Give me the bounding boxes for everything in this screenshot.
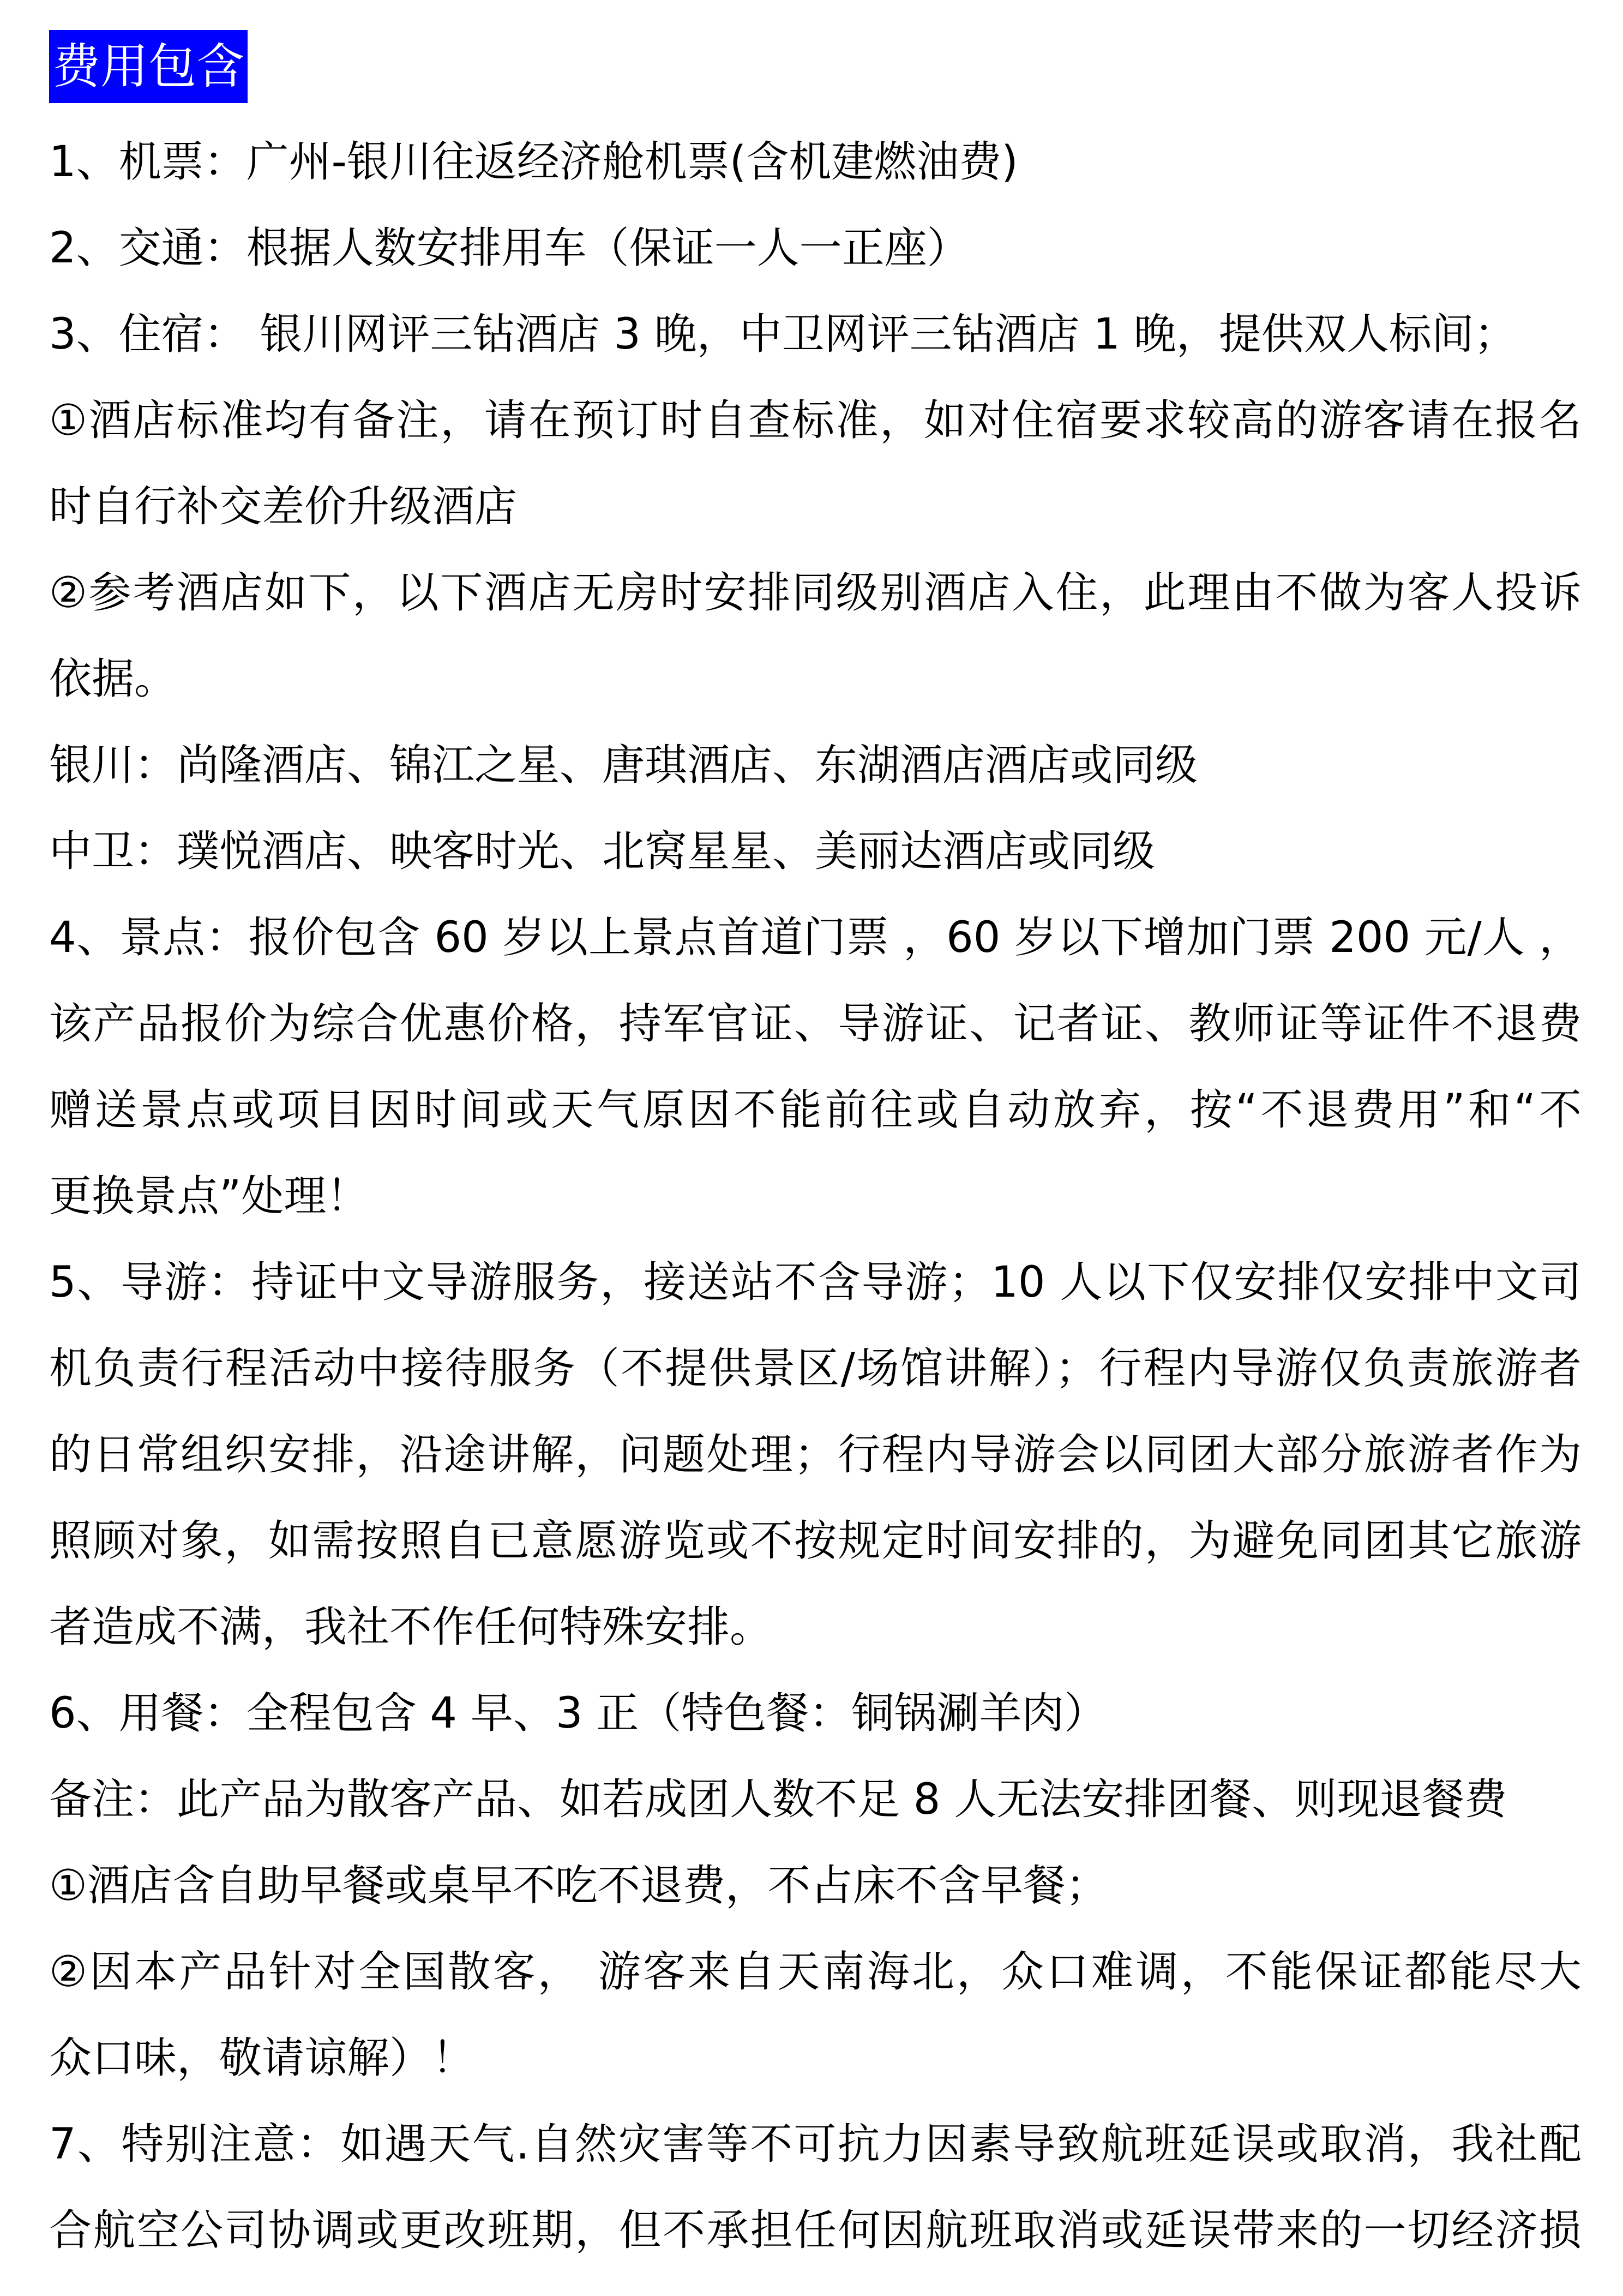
text-line: 2、交通：根据人数安排用车（保证一人一正座） — [49, 224, 970, 273]
text-line: 赠送景点或项目因时间或天气原因不能前往或自动放弃，按“不退费用”和“不 — [49, 1086, 1582, 1135]
text-line: 机负责行程活动中接待服务（不提供景区/场馆讲解）；行程内导游仅负责旅游者 — [49, 1344, 1582, 1393]
text-line: 备注：此产品为散客产品、如若成团人数不足 8 人无法安排团餐、则现退餐费 — [49, 1775, 1507, 1824]
text-line: 照顾对象，如需按照自已意愿游览或不按规定时间安排的，为避免同团其它旅游 — [49, 1516, 1582, 1566]
text-line: 5、导游：持证中文导游服务，接送站不含导游；10 人以下仅安排仅安排中文司 — [49, 1258, 1582, 1307]
text-line: 1、机票：广州-银川往返经济舱机票(含机建燃油费) — [49, 137, 1018, 187]
text-line: 中卫：璞悦酒店、映客时光、北窝星星、美丽达酒店或同级 — [49, 827, 1156, 876]
text-line: ①酒店含自助早餐或桌早不吃不退费，不占床不含早餐； — [49, 1861, 1108, 1910]
text-line: 3、住宿： 银川网评三钻酒店 3 晚，中卫网评三钻酒店 1 晚，提供双人标间； — [49, 310, 1517, 359]
text-line: 时自行补交差价升级酒店 — [49, 482, 518, 531]
text-line: 者造成不满，我社不作任何特殊安排。 — [49, 1603, 773, 1652]
section-heading: 费用包含 — [49, 30, 248, 103]
text-line: 7、特别注意：如遇天气.自然灾害等不可抗力因素导致航班延误或取消，我社配 — [49, 2120, 1582, 2169]
text-line: ②参考酒店如下，以下酒店无房时安排同级别酒店入住，此理由不做为客人投诉 — [49, 568, 1582, 618]
text-line: 更换景点”处理！ — [49, 1172, 369, 1221]
text-line: 4、景点：报价包含 60 岁以上景点首道门票 ，60 岁以下增加门票 200 元/人 ， — [49, 913, 1582, 962]
text-line: 众口味，敬请谅解）！ — [49, 2034, 475, 2083]
text-line: 合航空公司协调或更改班期，但不承担任何因航班取消或延误带来的一切经济损 — [49, 2206, 1582, 2255]
document-body — [49, 119, 1582, 2274]
text-line: ①酒店标准均有备注，请在预订时自查标准，如对住宿要求较高的游客请在报名 — [49, 396, 1582, 445]
text-line: 6、用餐：全程包含 4 早、3 正（特色餐：铜锅涮羊肉） — [49, 1689, 1107, 1738]
text-line: 依据。 — [49, 655, 177, 704]
text-line: 该产品报价为综合优惠价格，持军官证、导游证、记者证、教师证等证件不退费 — [49, 999, 1582, 1048]
text-line: 的日常组织安排，沿途讲解，问题处理；行程内导游会以同团大部分旅游者作为 — [49, 1430, 1582, 1479]
text-line: ②因本产品针对全国散客， 游客来自天南海北，众口难调，不能保证都能尽大 — [49, 1947, 1582, 1997]
text-line: 银川：尚隆酒店、锦江之星、唐琪酒店、东湖酒店酒店或同级 — [49, 741, 1198, 790]
